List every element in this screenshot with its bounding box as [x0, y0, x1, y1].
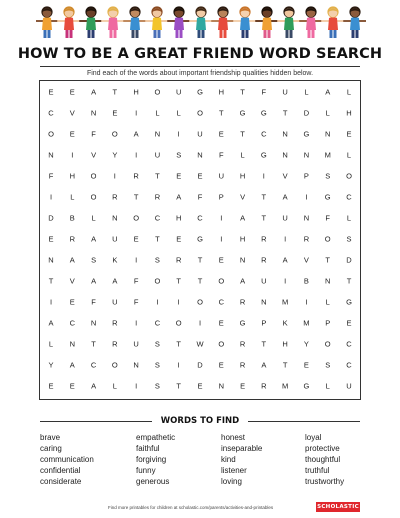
grid-letter: N: [282, 129, 288, 139]
child-figure: [322, 6, 344, 38]
child-figure: [58, 6, 80, 38]
grid-letter: T: [176, 339, 182, 349]
grid-letter: N: [261, 297, 267, 307]
grid-letter: V: [240, 192, 246, 202]
grid-letter: O: [324, 234, 331, 244]
child-figure: [168, 6, 190, 38]
grid-letter: G: [346, 297, 352, 307]
grid-letter: F: [133, 297, 139, 307]
grid-letter: G: [324, 192, 331, 202]
grid-letter: E: [197, 171, 203, 181]
grid-letter: N: [69, 339, 75, 349]
grid-letter: I: [284, 234, 287, 244]
grid-letter: E: [218, 318, 224, 328]
grid-letter: O: [90, 171, 97, 181]
grid-letter: D: [48, 213, 54, 223]
grid-letter: G: [239, 318, 246, 328]
word-list-column-1: [40, 432, 94, 487]
word-item: honest: [221, 433, 246, 442]
grid-letter: L: [346, 87, 352, 97]
title-divider: [40, 66, 360, 67]
grid-letter: N: [90, 108, 97, 118]
grid-letter: U: [112, 234, 118, 244]
grid-letter: C: [346, 360, 352, 370]
grid-letter: H: [239, 171, 246, 181]
grid-letter: L: [70, 192, 75, 202]
grid-letter: S: [154, 339, 160, 349]
grid-letter: F: [48, 171, 54, 181]
grid-letter: I: [220, 234, 223, 244]
grid-letter: H: [346, 108, 352, 118]
word-item: funny: [136, 466, 156, 475]
grid-letter: C: [90, 360, 97, 370]
grid-letter: H: [69, 171, 75, 181]
grid-letter: R: [112, 192, 118, 202]
word-item: trustworthy: [305, 477, 345, 486]
grid-letter: S: [325, 171, 331, 181]
word-list-column-2: [136, 432, 175, 487]
grid-letter: O: [324, 339, 331, 349]
grid-letter: A: [240, 213, 246, 223]
grid-letter: N: [218, 381, 224, 391]
grid-letter: I: [284, 276, 287, 286]
child-figure: [146, 6, 168, 38]
word-item: loving: [221, 477, 242, 486]
grid-letter: O: [48, 129, 54, 139]
grid-letter: A: [261, 360, 267, 370]
grid-letter: N: [197, 150, 203, 160]
grid-letter: A: [91, 381, 97, 391]
grid-letter: N: [48, 255, 54, 265]
grid-letter: A: [325, 87, 331, 97]
grid-letter: R: [112, 318, 118, 328]
grid-letter: O: [197, 297, 203, 307]
grid-letter: O: [175, 318, 182, 328]
grid-letter: S: [176, 150, 182, 160]
grid-letter: O: [154, 87, 161, 97]
grid-letter: T: [261, 213, 267, 223]
grid-letter: I: [49, 297, 53, 307]
child-figure: [300, 6, 322, 38]
grid-letter: T: [240, 87, 245, 97]
word-item: inseparable: [221, 444, 263, 453]
grid-letter: O: [346, 171, 352, 181]
grid-letter: W: [196, 339, 204, 349]
word-item: empathetic: [136, 433, 176, 442]
grid-letter: R: [261, 255, 267, 265]
grid-letter: L: [112, 381, 117, 391]
grid-letter: T: [91, 339, 96, 349]
grid-letter: T: [261, 192, 267, 202]
grid-letter: N: [282, 150, 288, 160]
grid-letter: T: [112, 87, 118, 97]
grid-letter: I: [220, 213, 223, 223]
word-item: listener: [221, 466, 247, 475]
grid-letter: I: [113, 171, 116, 181]
grid-letter: E: [133, 234, 139, 244]
grid-letter: E: [346, 318, 352, 328]
grid-letter: T: [282, 108, 288, 118]
grid-letter: K: [282, 318, 288, 328]
grid-letter: E: [176, 234, 182, 244]
grid-letter: N: [154, 129, 161, 139]
grid-letter: T: [261, 339, 267, 349]
grid-letter: H: [218, 87, 224, 97]
page-title: HOW TO BE A GREAT FRIEND WORD SEARCH: [17, 46, 383, 62]
grid-letter: P: [261, 318, 267, 328]
footer-link-text[interactable]: Find more printables for children at scholastic.com/parents/activities-and-printables: [108, 505, 274, 510]
grid-letter: B: [69, 213, 75, 223]
grid-letter: T: [197, 255, 203, 265]
grid-letter: O: [90, 192, 97, 202]
grid-letter: F: [91, 129, 96, 139]
grid-letter: A: [240, 276, 246, 286]
grid-letter: G: [303, 129, 310, 139]
word-item: communication: [40, 455, 94, 464]
grid-letter: E: [69, 87, 75, 97]
grid-letter: N: [239, 255, 246, 265]
grid-letter: I: [49, 192, 53, 202]
grid-letter: U: [133, 339, 139, 349]
grid-letter: R: [133, 171, 139, 181]
grid-letter: L: [325, 297, 330, 307]
child-figure: [212, 6, 234, 38]
grid-letter: E: [69, 129, 75, 139]
grid-letter: S: [346, 234, 352, 244]
grid-letter: N: [325, 276, 331, 286]
grid-letter: E: [218, 129, 224, 139]
grid-letter: O: [154, 276, 161, 286]
words-title-rule-right: [248, 421, 360, 422]
grid-letter: E: [303, 360, 309, 370]
grid-letter: N: [48, 150, 54, 160]
grid-letter: T: [133, 192, 139, 202]
children-holding-hands-illustration: [36, 4, 366, 40]
child-figure: [256, 6, 278, 38]
grid-letter: D: [197, 360, 203, 370]
child-figure: [190, 6, 212, 38]
grid-letter: L: [155, 108, 160, 118]
grid-letter: P: [218, 192, 224, 202]
grid-letter: A: [176, 192, 182, 202]
grid-letter: I: [156, 297, 159, 307]
grid-letter: C: [69, 318, 75, 328]
child-figure: [234, 6, 256, 38]
grid-letter: G: [197, 87, 203, 97]
grid-letter: L: [91, 213, 96, 223]
grid-letter: O: [133, 213, 140, 223]
grid-letter: C: [218, 297, 224, 307]
grid-letter: O: [111, 129, 118, 139]
word-item: loyal: [305, 433, 322, 442]
grid-letter: I: [305, 297, 308, 307]
grid-letter: N: [303, 150, 310, 160]
grid-letter: R: [239, 339, 246, 349]
grid-letter: F: [218, 150, 224, 160]
grid-letter: S: [154, 360, 160, 370]
grid-letter: T: [155, 234, 160, 244]
grid-letter: R: [261, 381, 267, 391]
grid-letter: O: [218, 276, 225, 286]
grid-letter: R: [112, 339, 118, 349]
grid-letter: V: [69, 108, 75, 118]
word-search-grid: [39, 80, 361, 400]
grid-letter: A: [91, 87, 97, 97]
grid-letter: I: [305, 192, 308, 202]
grid-letter: P: [303, 171, 309, 181]
child-figure: [278, 6, 300, 38]
grid-letter: E: [346, 129, 352, 139]
grid-letter: M: [303, 318, 310, 328]
grid-letter: I: [198, 318, 202, 328]
grid-letter: Y: [303, 339, 309, 349]
grid-letter: L: [48, 339, 54, 349]
grid-letter: D: [303, 108, 310, 118]
grid-letter: S: [91, 255, 97, 265]
grid-letter: N: [325, 129, 331, 139]
grid-letter: A: [91, 276, 97, 286]
grid-letter: I: [135, 318, 138, 328]
grid-letter: T: [176, 276, 182, 286]
grid-letter: N: [112, 213, 118, 223]
grid-letter: L: [325, 381, 330, 391]
grid-letter: V: [282, 171, 288, 181]
word-item: forgiving: [136, 455, 167, 464]
grid-letter: R: [69, 234, 75, 244]
grid-letter: L: [346, 213, 352, 223]
grid-letter: C: [154, 213, 161, 223]
grid-letter: C: [261, 129, 267, 139]
grid-letter: I: [135, 150, 138, 160]
grid-letter: T: [240, 129, 245, 139]
grid-letter: E: [218, 255, 224, 265]
grid-letter: V: [91, 150, 97, 160]
child-figure: [124, 6, 146, 38]
grid-letter: L: [325, 108, 330, 118]
grid-letter: G: [239, 108, 246, 118]
grid-letter: E: [197, 381, 203, 391]
grid-letter: H: [176, 213, 182, 223]
grid-letter: D: [346, 255, 352, 265]
grid-letter: R: [303, 234, 310, 244]
grid-letter: E: [240, 381, 246, 391]
grid-letter: R: [176, 255, 182, 265]
word-item: brave: [40, 433, 61, 442]
grid-letter: N: [133, 360, 139, 370]
grid-letter: E: [48, 234, 54, 244]
grid-letter: O: [218, 339, 225, 349]
word-item: truthful: [305, 466, 330, 475]
grid-letter: T: [155, 171, 160, 181]
grid-letter: I: [177, 129, 180, 139]
grid-letter: I: [135, 108, 138, 118]
grid-letter: A: [282, 255, 288, 265]
grid-letter: F: [261, 87, 267, 97]
grid-letter: C: [48, 108, 54, 118]
grid-letter: C: [197, 213, 203, 223]
grid-letter: H: [239, 234, 246, 244]
grid-letter: F: [91, 297, 96, 307]
grid-letter: I: [177, 360, 180, 370]
grid-letter: R: [154, 192, 161, 202]
word-item: protective: [305, 444, 340, 453]
child-figure: [80, 6, 102, 38]
grid-letter: I: [71, 150, 74, 160]
grid-letter: T: [282, 360, 288, 370]
grid-letter: O: [111, 360, 118, 370]
child-figure: [36, 6, 58, 38]
grid-letter: A: [112, 276, 118, 286]
grid-letter: A: [69, 255, 75, 265]
grid-letter: I: [262, 171, 265, 181]
word-item: considerate: [40, 477, 82, 486]
grid-letter: U: [197, 129, 203, 139]
grid-letter: I: [135, 381, 138, 391]
grid-letter: A: [282, 192, 288, 202]
grid-letter: A: [91, 234, 97, 244]
grid-letter: U: [282, 87, 288, 97]
grid-letter: T: [176, 381, 182, 391]
grid-letter: G: [260, 150, 267, 160]
grid-letter: F: [133, 276, 139, 286]
grid-letter: S: [325, 360, 331, 370]
grid-letter: F: [197, 192, 203, 202]
word-item: faithful: [136, 444, 160, 453]
grid-letter: R: [239, 360, 246, 370]
grid-letter: E: [69, 381, 75, 391]
word-list-column-3: [221, 432, 262, 487]
grid-letter: Y: [48, 360, 54, 370]
grid-letter: M: [324, 150, 331, 160]
grid-letter: G: [303, 381, 310, 391]
grid-letter: F: [325, 213, 331, 223]
grid-letter: M: [282, 297, 289, 307]
grid-letter: U: [154, 150, 161, 160]
grid-letter: V: [303, 255, 309, 265]
word-item: generous: [136, 477, 170, 486]
grid-letter: H: [133, 87, 139, 97]
grid-letter: U: [176, 87, 182, 97]
grid-letter: C: [154, 318, 161, 328]
grid-letter: N: [303, 213, 310, 223]
grid-letter: R: [239, 297, 246, 307]
grid-letter: I: [177, 297, 180, 307]
grid-letter: N: [90, 318, 97, 328]
grid-letter: U: [261, 276, 267, 286]
grid-letter: V: [69, 276, 75, 286]
child-figure: [102, 6, 124, 38]
grid-letter: S: [154, 381, 160, 391]
grid-letter: T: [48, 276, 54, 286]
grid-letter: P: [325, 318, 331, 328]
grid-letter: U: [346, 381, 352, 391]
grid-letter: U: [112, 297, 118, 307]
grid-letter: T: [197, 276, 203, 286]
grid-letter: E: [176, 171, 182, 181]
grid-letter: U: [218, 171, 224, 181]
word-item: confidential: [40, 466, 81, 475]
grid-letter: A: [133, 129, 139, 139]
grid-letter: E: [48, 87, 54, 97]
grid-letter: L: [176, 108, 181, 118]
words-to-find-title: WORDS TO FIND: [160, 416, 240, 426]
grid-letter: Y: [112, 150, 118, 160]
grid-letter: E: [112, 108, 118, 118]
grid-letter: B: [303, 276, 309, 286]
grid-letter: L: [240, 150, 245, 160]
grid-letter: E: [69, 297, 75, 307]
grid-letter: H: [282, 339, 288, 349]
grid-letter: T: [218, 108, 224, 118]
grid-letter: L: [346, 150, 352, 160]
grid-letter: E: [218, 360, 224, 370]
scholastic-logo: SCHOLASTIC: [317, 504, 359, 510]
grid-letter: C: [346, 192, 352, 202]
word-list-column-4: [305, 432, 344, 487]
grid-letter: G: [197, 234, 203, 244]
word-item: thoughtful: [305, 455, 341, 464]
child-figure: [344, 6, 366, 38]
grid-letter: R: [261, 234, 267, 244]
grid-letter: A: [48, 318, 54, 328]
grid-letter: C: [346, 339, 352, 349]
grid-letter: M: [282, 381, 289, 391]
word-item: caring: [40, 444, 62, 453]
grid-letter: L: [304, 87, 309, 97]
grid-letter: I: [135, 255, 138, 265]
grid-letter: O: [197, 108, 203, 118]
grid-letter: A: [69, 360, 75, 370]
grid-letter: G: [260, 108, 267, 118]
grid-letter: E: [48, 381, 54, 391]
grid-letter: U: [282, 213, 288, 223]
grid-letter: K: [112, 255, 118, 265]
letter-grid: [40, 81, 360, 399]
page-subtitle: Find each of the words about important friendship qualities hidden below.: [86, 70, 314, 77]
grid-letter: S: [154, 255, 160, 265]
grid-letter: T: [325, 255, 331, 265]
word-item: kind: [221, 455, 236, 464]
grid-letter: T: [346, 276, 352, 286]
